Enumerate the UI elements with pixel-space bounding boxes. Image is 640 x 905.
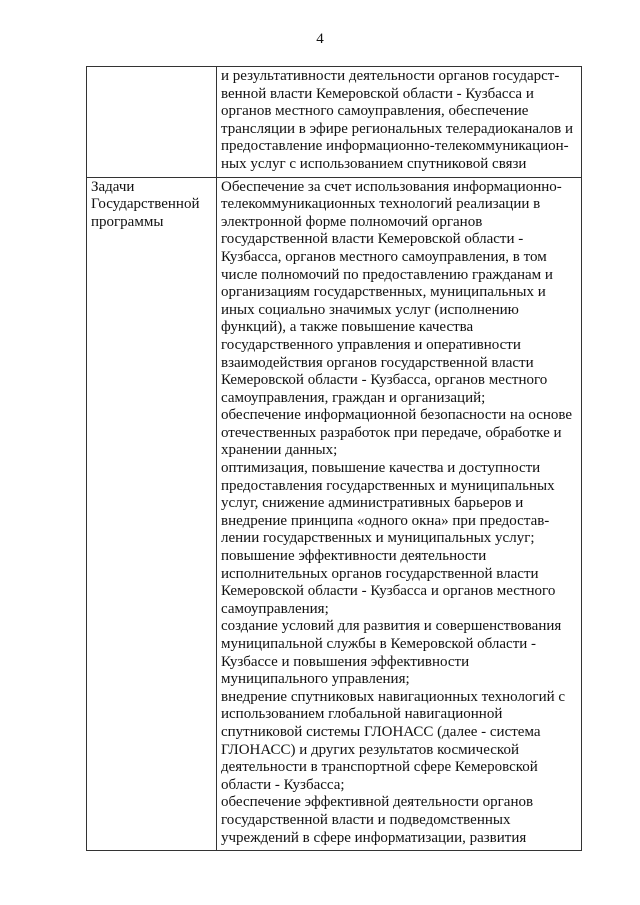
row-text-cell	[217, 67, 582, 178]
row-text-cell	[217, 177, 582, 851]
text-line: повышение эффективности деятельности	[221, 548, 487, 565]
table-body	[87, 67, 582, 851]
text-line: внедрение спутниковых навигационных технологий с	[221, 688, 566, 705]
text-line: самоуправления;	[221, 600, 329, 617]
text-line: Кузбассе и повышения эффективности	[221, 653, 470, 670]
text-line: ных услуг с использованием спутниковой связи	[221, 155, 527, 172]
text-line: Кемеровской области - Кузбасса, органов местного	[221, 372, 548, 389]
text-line: отечественных разработок при передаче, обработке и	[221, 424, 562, 441]
text-line: органов местного самоуправления, обеспечение	[221, 103, 529, 120]
text-line: обеспечение эффективной деятельности органов	[221, 794, 534, 811]
text-line: хранении данных;	[221, 442, 338, 459]
text-line: муниципальной службы в Кемеровской области -	[221, 636, 537, 652]
text-line: услуг, снижение административных барьеров и	[221, 495, 524, 512]
text-line: предоставление информационно-телекоммуникацион-	[221, 138, 569, 155]
text-line: муниципального управления;	[221, 671, 410, 688]
text-line: внедрение принципа «одного окна» при предостав-	[221, 512, 550, 529]
text-line: деятельности в транспортной сфере Кемеровской	[221, 759, 538, 776]
text-line: телекоммуникационных технологий реализации в	[221, 196, 541, 213]
text-line: организациям государственных, муниципальных и	[221, 284, 546, 301]
page-number: 4	[316, 31, 324, 47]
text-line: государственной власти и подведомственных	[221, 811, 511, 828]
text-line: венной власти Кемеровской области - Кузбасса и	[221, 85, 534, 102]
table-row	[87, 177, 582, 851]
text-line: предоставления государственных и муниципальных	[221, 477, 555, 494]
text-line: самоуправления, граждан и организаций;	[221, 389, 486, 406]
text-line: Обеспечение за счет использования информационно-	[221, 178, 562, 195]
row-label-cell: Задачи Государственной программы	[87, 177, 217, 851]
text-line: области - Кузбасса;	[221, 776, 345, 793]
text-line: электронной форме полномочий органов	[221, 213, 483, 230]
text-line: государственного управления и оперативности	[221, 336, 521, 353]
text-line: Кузбасса, органов местного самоуправления, в том	[221, 248, 547, 265]
text-line: учреждений в сфере информатизации, развития	[221, 829, 527, 846]
table-row	[87, 67, 582, 178]
text-line: оптимизация, повышение качества и доступности	[221, 460, 541, 477]
program-passport-table	[86, 66, 582, 851]
text-line: Кемеровской области - Кузбасса и органов местного	[221, 583, 556, 600]
text-line: обеспечение информационной безопасности на основе	[221, 407, 573, 424]
text-line: числе полномочий по предоставлению гражданам и	[221, 266, 553, 283]
text-line: ГЛОНАСС) и других результатов космической	[221, 741, 519, 758]
text-line: государственной власти Кемеровской области -	[221, 231, 524, 248]
row-label-cell	[87, 67, 217, 178]
text-line: исполнительных органов государственной власти	[221, 565, 539, 582]
text-line: функций), а также повышение качества	[221, 319, 474, 336]
text-line: лении государственных и муниципальных услуг;	[221, 530, 535, 547]
text-line: трансляции в эфире региональных телерадиоканалов и	[221, 120, 574, 137]
text-line: создание условий для развития и совершенствования	[221, 618, 562, 635]
text-line: иных социально значимых услуг (исполнению	[221, 301, 519, 318]
text-line: и результативности деятельности органов государст-	[221, 68, 560, 84]
text-line: взаимодействия органов государственной власти	[221, 354, 534, 371]
text-line: спутниковой системы ГЛОНАСС (далее - система	[221, 723, 541, 740]
text-line: использованием глобальной навигационной	[221, 706, 503, 723]
